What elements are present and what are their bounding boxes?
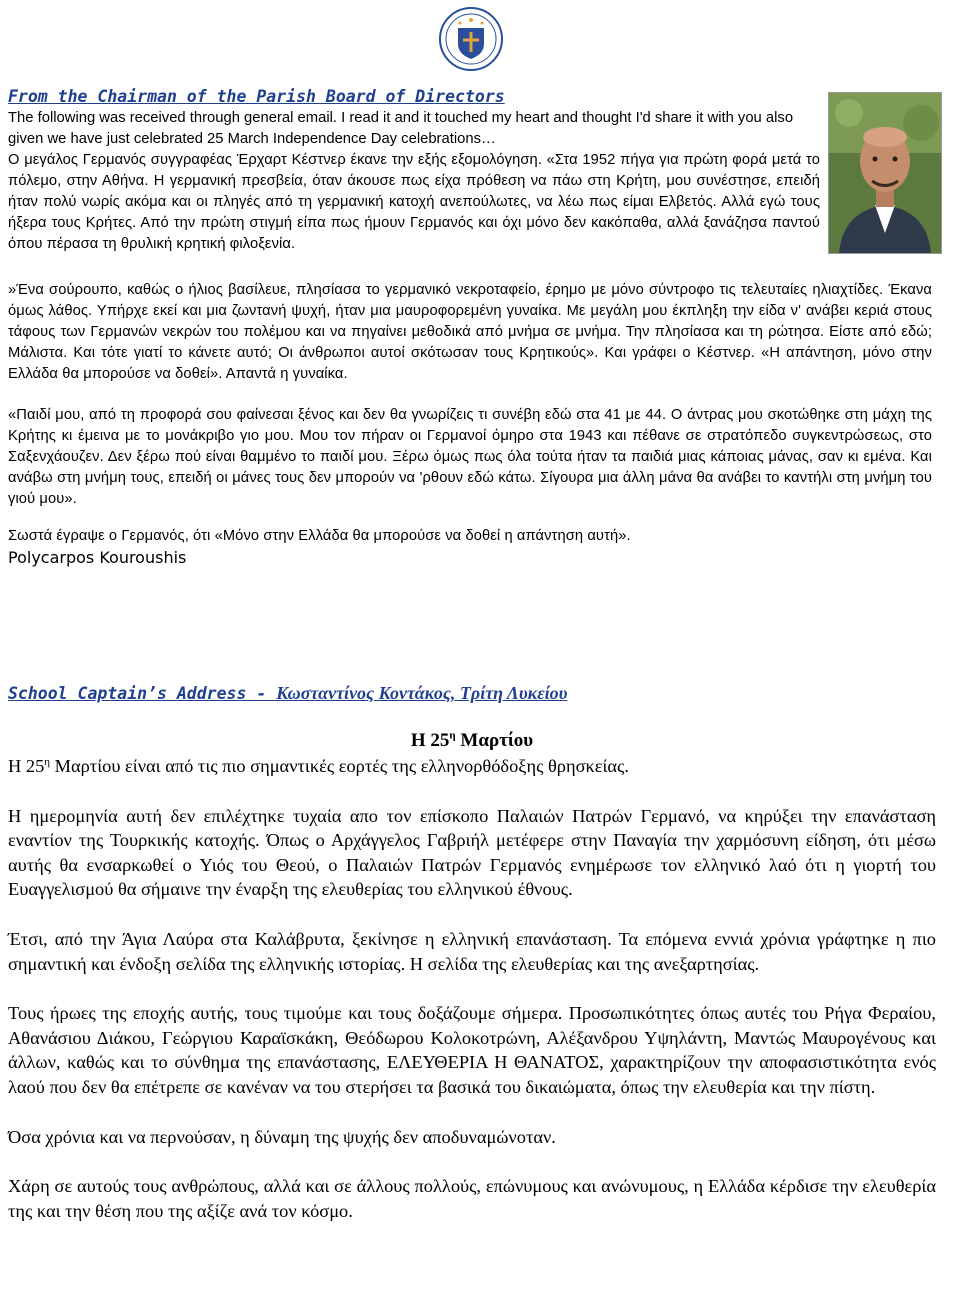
chairman-portrait-photo: [828, 92, 942, 254]
chairman-intro: The following was received through general email. I read it and it touched my heart and thought I'd share it with you also given we have just celebrated 25 March Independence Day celebrations…: [8, 110, 794, 147]
article-paragraph-2: Η ημερομηνία αυτή δεν επιλέχτηκε τυχαία απο τον επίσκοπο Παλαιών Πατρών Γερμανό, να κηρύξει την επανάσταση εναντίον της Τουρκικής κατοχής. Όπως ο Αρχάγγελος Γαβριήλ μετέφερε στην Παναγία την χαρμόσυνη είδηση, ότι μέσω αυτής θα ενσαρκωθεί ο Υιός του Θεού, ο Παλαιών Πατρών Γερμανός ενημέρωσε τον ελληνικό λαό ότι η γιορτή του Ευαγγελισμού θα σήμαινε την έναρξη της ελευθερίας του ελληνικού έθνους.: [8, 805, 936, 900]
captain-heading-label: School Captain’s Address -: [8, 684, 277, 703]
article-paragraph-5: Όσα χρόνια και να περνούσαν, η δύναμη της ψυχής δεν αποδυναμώνοταν.: [8, 1126, 556, 1147]
article-paragraph-6: Χάρη σε αυτούς τους ανθρώπους, αλλά και σε άλλους πολλούς, επώνυμους και ανώνυμους, η Ελλάδα κέρδισε την ελευθερία της και την θέση που της αξίζε ανά τον κόσμο.: [8, 1176, 936, 1221]
article-p1-main: Η 25: [8, 756, 45, 776]
chairman-section: [8, 86, 954, 569]
article-title-rest: Μαρτίου: [455, 730, 534, 751]
article-title-sup: η: [449, 729, 456, 742]
article-title-main: Η 25: [410, 730, 450, 751]
chairman-paragraph-3: «Παιδί μου, από τη προφορά σου φαίνεσαι ξένος και δεν θα γνωρίζεις τι συνέβη εδώ στα 41 με 44. Ο άντρας μου σκοτώθηκε στη μάχη της Κρήτης κι έμεινα με το μονάκριβο γιο μου. Μου τον πήραν οι Γερμανοί όμηρο στα 1943 και πέθανε σε στρατόπεδο συγκεντρώσεως, στο Σαξενχάουζεν. Δεν ξέρω πού είναι θαμμένο το παιδί μου. Ξέρω όμως πως όλα τούτα ήταν τα παιδιά μιας κάποιας μάνας, σαν κι εμένα. Και ανάβω στη μνήμη τους, επειδή οι μάνες τους δεν μπορούν να 'ρθουν εδώ κάτω. Σίγουρα μια άλλη μάνα θα ανάβει το καντήλι στη μνήμη του γιού μου».: [8, 407, 932, 507]
article-paragraph-4: Τους ήρωες της εποχής αυτής, τους τιμούμε και τους δοξάζουμε σήμερα. Προσωπικότητες όπως αυτές του Ρήγα Φεραίου, Αθανάσιου Διάκου, Γεώργιου Καραϊσκάκη, Θεόδωρου Κολοκοτρώνη, Αλέξανδρου Υψηλάντη, Μαντώς Μαυρογένους και άλλων, καθώς και το σύνθημα της επανάστασης, ΕΛΕΥΘΕΡΙΑ Η ΘΑΝΑΤΟΣ, χαρακτηρίζουν την αποφασιστικότητα ενός λαού που δεν θα επέτρεπε σε κανέναν να του στερήσει τα βασικά του δικαιώματα, όπως την ελευθερία και την πίστη.: [8, 1003, 936, 1097]
captain-heading: [8, 682, 567, 705]
chairman-paragraph-2: »Ένα σούρουπο, καθώς ο ήλιος βασίλευε, πλησίασα το γερμανικό νεκροταφείο, έρημο με μόνο σύντροφο τις τελευταίες ηλιαχτίδες. Έκανα όμως λάθος. Υπήρχε εκεί και μια ζωντανή ψυχή, ήταν μια μαυροφορεμένη γυναίκα. Με μεγάλη μου έκπληξη την είδα ν' ανάβει κεριά στους τάφους των Γερμανών νεκρών του πολέμου και να πηγαίνει μεθοδικά από μνήμα σε μνήμα. Την πλησίασα και τη ρώτησα. Είστε από εδώ; Μάλιστα. Και τότε γιατί το κάνετε αυτό; Οι άνθρωποι αυτοί σκότωσαν τους Κρητικούς». Και γράφει ο Κέστνερ. «Η απάντηση, μόνο στην Ελλάδα θα μπορούσε να δοθεί». Απαντά η γυναίκα.: [8, 282, 932, 382]
article-p1-rest: Μαρτίου είναι από τις πιο σημαντικές εορτές της ελληνορθόδοξης θρησκείας.: [50, 756, 629, 776]
article-paragraph-3: Έτσι, από την Άγια Λαύρα στα Καλάβρυτα, ξεκίνησε η ελληνική επανάσταση. Τα επόμενα εννιά χρόνια γράφτηκε η πιο σημαντική και ένδοξη σελίδα της ελληνικής ιστορίας. Η σελίδα της ελευθερίας και της ανεξαρτησίας.: [8, 928, 936, 974]
chairman-heading: From the Chairman of the Parish Board of Directors: [8, 87, 505, 106]
chairman-paragraph-4: Σωστά έγραψε ο Γερμανός, ότι «Μόνο στην Ελλάδα θα μπορούσε να δοθεί η απάντηση αυτή».: [8, 528, 631, 544]
article-p1-sup: η: [44, 755, 51, 768]
school-crest-icon: [438, 6, 504, 72]
chairman-signature: Polycarpos Kouroushis: [8, 548, 187, 567]
article-paragraph-1: [8, 754, 936, 779]
captain-article: [8, 728, 936, 1223]
chairman-paragraph-1: Ο μεγάλος Γερμανός συγγραφέας Έρχαρτ Κέστνερ έκανε την εξής εξομολόγηση. «Στα 1952 πήγα για πρώτη φορά μετά το πόλεμο, στην Αθήνα. Η γερμανική πρεσβεία, όταν άκουσε πως είχα πρόθεση να πάω στη Κρήτη, μου συνέστησε, επειδή ήταν πολύ νωρίς ακόμα και οι πληγές από τη γερμανική κατοχή ανεπούλωτες, να λέω πως είμαι Ελβετός. Αλλά εγώ τους ήξερα τους Κρήτες. Από την πρώτη στιγμή είπα πως ήμουν Γερμανός και όχι μόνο δεν κακόπαθα, αλλά ξανάζησα παντού όπου πέρασα τη θρυλική κρητική φιλοξενία.: [8, 152, 820, 252]
article-title: [8, 728, 936, 754]
captain-heading-name: Κωσταντίνος Κοντάκος, Τρίτη Λυκείου: [276, 683, 568, 703]
